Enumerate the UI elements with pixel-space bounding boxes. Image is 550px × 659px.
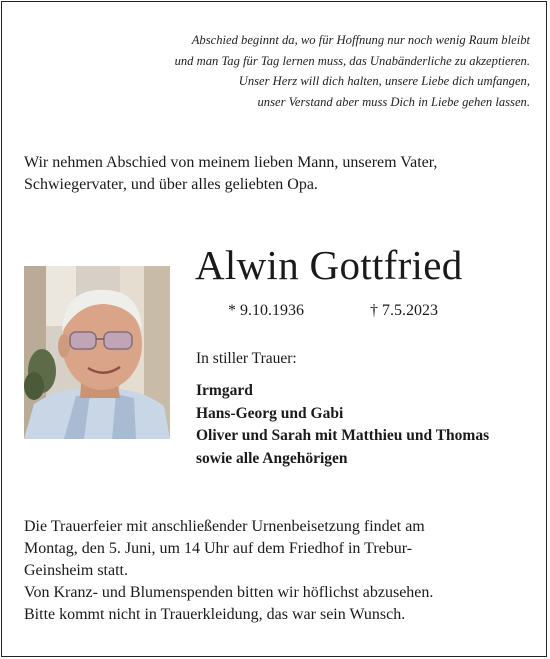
details-line: Die Trauerfeier mit anschließender Urnenbeisetzung findet am bbox=[24, 518, 425, 535]
details-line: Montag, den 5. Juni, um 14 Uhr auf dem Friedhof in Trebur- bbox=[24, 540, 413, 557]
portrait-photo bbox=[24, 266, 170, 439]
mourner-name: Irmgard bbox=[196, 382, 253, 399]
intro-text bbox=[24, 152, 524, 196]
deceased-name: Alwin Gottfried bbox=[195, 242, 463, 288]
farewell-quote bbox=[70, 30, 530, 112]
details-line: Geinsheim statt. bbox=[24, 562, 128, 579]
mourning-heading: In stiller Trauer: bbox=[196, 350, 297, 367]
quote-line: und man Tag für Tag lernen muss, das Unabänderliche zu akzeptieren. bbox=[174, 53, 530, 68]
quote-line: Abschied beginnt da, wo für Hoffnung nur noch wenig Raum bleibt bbox=[191, 33, 530, 47]
quote-line: unser Verstand aber muss Dich in Liebe gehen lassen. bbox=[257, 94, 530, 109]
quote-line: Unser Herz will dich halten, unsere Liebe dich umfangen, bbox=[238, 74, 530, 88]
details-line: Von Kranz- und Blumenspenden bitten wir höflichst abzusehen. bbox=[24, 584, 434, 601]
portrait-illustration bbox=[24, 266, 170, 439]
birth-date: * 9.10.1936 bbox=[228, 302, 304, 319]
death-date: † 7.5.2023 bbox=[370, 302, 438, 319]
mourner-name: sowie alle Angehörigen bbox=[196, 449, 348, 467]
funeral-details bbox=[24, 516, 529, 626]
mourners-list bbox=[196, 380, 489, 470]
mourner-name: Hans-Georg und Gabi bbox=[196, 404, 344, 422]
intro-line: Wir nehmen Abschied von meinem lieben Mann, unserem Vater, bbox=[24, 154, 438, 171]
details-line: Bitte kommt nicht in Trauerkleidung, das war sein Wunsch. bbox=[24, 606, 406, 623]
intro-line: Schwiegervater, und über alles geliebten Opa. bbox=[24, 176, 318, 193]
mourner-name: Oliver und Sarah mit Matthieu und Thomas bbox=[196, 427, 490, 444]
